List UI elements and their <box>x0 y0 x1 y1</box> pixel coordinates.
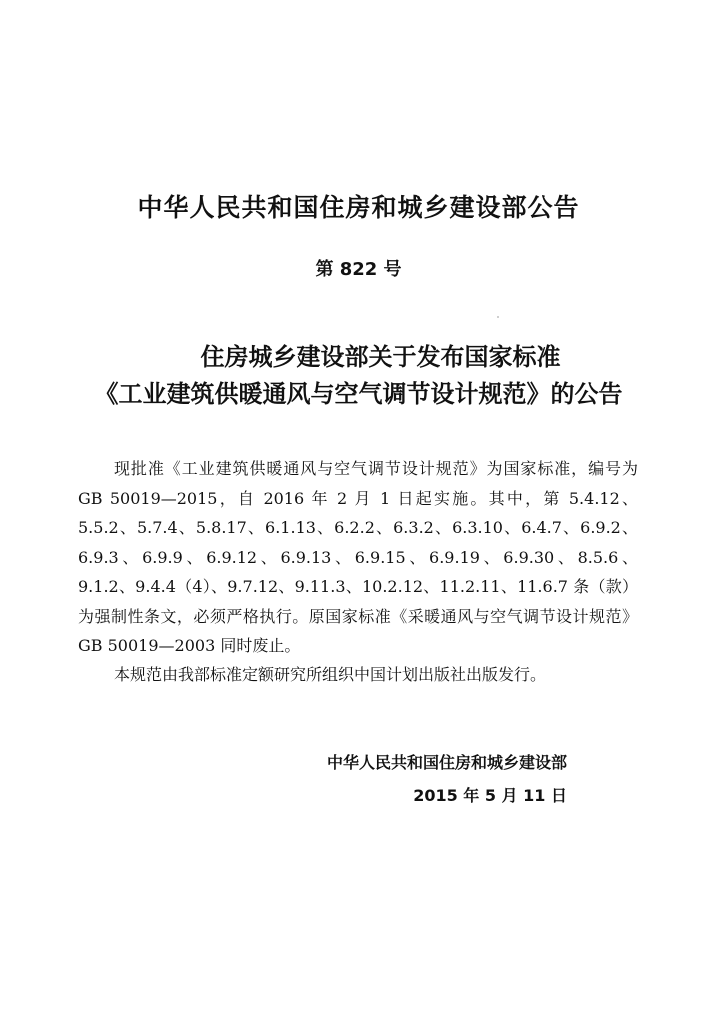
notice-title-line2: 《工业建筑供暖通风与空气调节设计规范》的公告 <box>94 379 623 408</box>
notice-number: 第 822 号 <box>315 259 402 280</box>
signature-block <box>327 746 567 812</box>
issuer-title: 中华人民共和国住房和城乡建设部公告 <box>137 193 580 222</box>
body-paragraph-publisher: 本规范由我部标准定额研究所组织中国计划出版社出版发行。 <box>114 665 547 684</box>
signature-date: 2015 年 5 月 11 日 <box>413 786 567 805</box>
signature-organization: 中华人民共和国住房和城乡建设部 <box>326 753 567 772</box>
body-paragraph-approval: 现批准《工业建筑供暖通风与空气调节设计规范》为国家标准，编号为 GB 50019—2015，自 2016 年 2 月 1 日起实施。其中，第 5.4.12、5.5.2、5.7.4、5.8.17、6.1.13、6.2.2、6.3.2、6.3.10、6.4.7、6.9.2、6.9.3、6.9.9、6.9.12、6.9.13、6.9.15、6.9.19、6.9.30、8.5.6、9.1.2、9.4.4（4）、9.7.12、9.11.3、10.2.12、11.2.11、11.6.7 条（款）为强制性条文，必须严格执行。原国家标准《采暖通风与空气调节设计规范》GB 50019—2003 同时废止。 <box>78 459 638 655</box>
scan-speck <box>497 316 499 318</box>
notice-title-line1: 住房城乡建设部关于发布国家标准 <box>200 342 561 371</box>
